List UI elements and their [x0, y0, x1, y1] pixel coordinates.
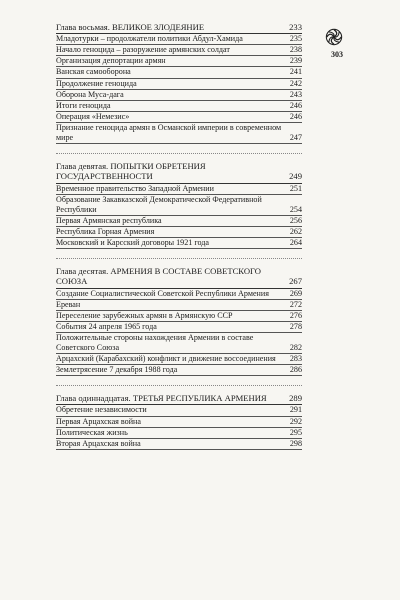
- entry-page: 283: [289, 354, 302, 364]
- eternity-sign-icon: [325, 28, 343, 46]
- toc-entry[interactable]: [56, 354, 302, 365]
- entry-text: Продолжение геноцида: [56, 78, 137, 88]
- chapter-11: [56, 393, 302, 450]
- entry-text: Вторая Арцахская война: [56, 438, 141, 448]
- toc-entry[interactable]: [56, 300, 302, 311]
- entry-text: Землетрясение 7 декабря 1988 года: [56, 365, 178, 375]
- entry-page: 264: [289, 238, 302, 248]
- entry-text: Оборона Муса-дага: [56, 89, 124, 99]
- entry-page: 247: [289, 133, 302, 143]
- entry-page: 243: [289, 89, 302, 99]
- toc-entry[interactable]: [56, 90, 302, 101]
- chapter-9: [56, 161, 302, 249]
- entry-text: Организация депортации армян: [56, 56, 166, 66]
- toc-entry[interactable]: [56, 45, 302, 56]
- entry-page: 246: [289, 111, 302, 121]
- entry-text: Первая Арцахская война: [56, 416, 141, 426]
- chapter-page: 267: [289, 276, 302, 287]
- entry-text: Признание геноцида армян в Османской империи в современном мире: [56, 122, 282, 143]
- entry-page: 251: [289, 183, 302, 193]
- toc-entry[interactable]: [56, 79, 302, 90]
- entry-text: Положительные стороны нахождения Армении в составе Советского Союза: [56, 332, 254, 352]
- toc-entry[interactable]: [56, 112, 302, 123]
- entry-text: Политическая жизнь: [56, 427, 128, 437]
- entry-page: 286: [289, 365, 302, 375]
- toc-entry[interactable]: [56, 405, 302, 416]
- page-number: 303: [331, 50, 343, 59]
- entry-page: 278: [289, 321, 302, 331]
- toc-entry[interactable]: [56, 289, 302, 300]
- entry-page: 239: [289, 56, 302, 66]
- entry-page: 269: [289, 288, 302, 298]
- chapter-divider: [56, 258, 302, 259]
- entry-page: 235: [289, 34, 302, 44]
- chapter-title-text: Глава десятая. АРМЕНИЯ В СОСТАВЕ СОВЕТСКОГО СОЮЗА: [56, 266, 261, 287]
- chapter-title[interactable]: [56, 161, 302, 183]
- chapter-page: 289: [289, 393, 302, 404]
- chapter-divider: [56, 385, 302, 386]
- chapter-page: 249: [289, 171, 302, 182]
- chapter-title-text: Глава девятая. ПОПЫТКИ ОБРЕТЕНИЯ ГОСУДАРСТВЕННОСТИ: [56, 161, 206, 182]
- toc-entry[interactable]: [56, 227, 302, 238]
- entry-text: Обретение независимости: [56, 405, 147, 415]
- chapter-page: 233: [289, 22, 302, 32]
- toc-entry[interactable]: [56, 238, 302, 249]
- entry-page: 262: [289, 226, 302, 236]
- entry-page: 292: [289, 416, 302, 426]
- toc-entry[interactable]: [56, 216, 302, 227]
- toc-entry[interactable]: [56, 428, 302, 439]
- toc-entry[interactable]: [56, 417, 302, 428]
- entry-text: Республика Горная Армения: [56, 226, 155, 236]
- entry-text: Арцахский (Карабахский) конфликт и движение воссоединения: [56, 354, 276, 364]
- chapter-title[interactable]: [56, 22, 302, 34]
- entry-page: 272: [289, 299, 302, 309]
- entry-page: 242: [289, 78, 302, 88]
- toc-entry[interactable]: [56, 67, 302, 78]
- chapter-divider: [56, 153, 302, 154]
- toc-entry[interactable]: [56, 34, 302, 45]
- entry-text: Младотурки – продолжатели политики Абдул-Хамида: [56, 34, 243, 44]
- toc-entry[interactable]: [56, 333, 302, 354]
- chapter-8: [56, 22, 302, 144]
- toc-entry[interactable]: [56, 311, 302, 322]
- entry-page: 241: [289, 67, 302, 77]
- entry-page: 256: [289, 215, 302, 225]
- entry-text: События 24 апреля 1965 года: [56, 321, 157, 331]
- toc-entry[interactable]: [56, 195, 302, 216]
- entry-page: 298: [289, 438, 302, 448]
- entry-text: Ванская самооборона: [56, 67, 131, 77]
- entry-page: 291: [289, 405, 302, 415]
- entry-text: Образование Закавказской Демократической Федеративной Республики: [56, 194, 262, 214]
- chapter-title-text: Глава восьмая. ВЕЛИКОЕ ЗЛОДЕЯНИЕ: [56, 22, 205, 32]
- toc-entry[interactable]: [56, 365, 302, 376]
- entry-page: 238: [289, 45, 302, 55]
- entry-page: 295: [289, 427, 302, 437]
- entry-text: Первая Армянская республика: [56, 215, 162, 225]
- entry-page: 276: [289, 310, 302, 320]
- entry-text: Переселение зарубежных армян в Армянскую ССР: [56, 310, 233, 320]
- entry-page: 246: [289, 100, 302, 110]
- toc-entry[interactable]: [56, 439, 302, 450]
- toc-entry[interactable]: [56, 101, 302, 112]
- chapter-title[interactable]: [56, 266, 302, 288]
- entry-text: Операция «Немезис»: [56, 111, 130, 121]
- entry-text: Московский и Карсский договоры 1921 года: [56, 238, 209, 248]
- chapter-title[interactable]: [56, 393, 302, 405]
- chapter-10: [56, 266, 302, 376]
- entry-page: 282: [289, 342, 302, 352]
- toc-entry[interactable]: [56, 56, 302, 67]
- toc-entry[interactable]: [56, 184, 302, 195]
- entry-text: Итоги геноцида: [56, 100, 111, 110]
- entry-page: 254: [289, 204, 302, 214]
- toc-entry[interactable]: [56, 123, 302, 144]
- chapter-title-text: Глава одиннадцатая. ТРЕТЬЯ РЕСПУБЛИКА АРМЕНИЯ: [56, 393, 267, 404]
- toc-entry[interactable]: [56, 322, 302, 333]
- entry-text: Временное правительство Западной Армении: [56, 183, 214, 193]
- entry-text: Начало геноцида – разоружение армянских солдат: [56, 45, 230, 55]
- entry-text: Ереван: [56, 299, 81, 309]
- entry-text: Создание Социалистической Советской Республики Армения: [56, 288, 269, 298]
- table-of-contents: [56, 22, 302, 450]
